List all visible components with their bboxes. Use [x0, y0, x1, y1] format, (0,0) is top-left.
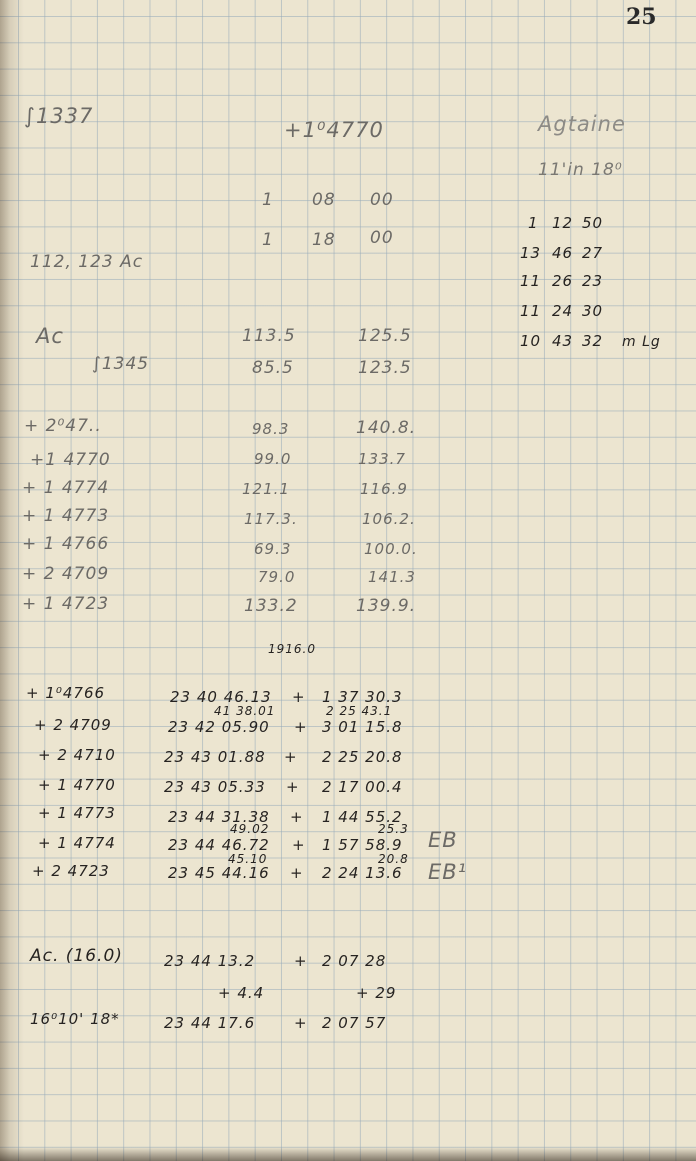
ink-interline3-dec: 20.8 [378, 852, 409, 866]
pencil-table-ref: ∫1345 [92, 354, 150, 374]
pencil-row4-zone: + 1 4773 [22, 506, 110, 526]
header-row1-sec: 00 [370, 190, 394, 210]
pencil-row2-b: 133.7 [358, 450, 406, 468]
header-label: 112, 123 Ac [30, 252, 144, 272]
ink-interline2-ra: 49.02 [230, 822, 270, 836]
summary-row3-ra: 23 44 17.6 [164, 1014, 256, 1032]
ink-interline1-dec: 2 25 43.1 [326, 704, 393, 718]
header-row2-min: 18 [312, 230, 336, 250]
pencil-row2-zone: +1 4770 [30, 450, 111, 470]
header-row1-min: 08 [312, 190, 336, 210]
ink-row5-dec: 1 44 55.2 [322, 808, 403, 826]
side-row2-c: 27 [582, 244, 604, 262]
ink-row1-sign: + [292, 688, 306, 706]
ink-row2-zone: + 2 4709 [34, 716, 112, 734]
ink-row1-dec: 1 37 30.3 [322, 688, 403, 706]
header-row1-deg: 1 [262, 190, 274, 210]
pencil-table-label: Ac [36, 324, 64, 348]
ink-row7-sign: + [290, 864, 304, 882]
side-row5-c: 32 [582, 332, 604, 350]
side-row3-c: 23 [582, 272, 604, 290]
side-row1-b: 12 [552, 214, 574, 232]
pencil-row6-b: 141.3 [368, 568, 416, 586]
ink-row6-ra: 23 44 46.72 [168, 836, 270, 854]
ink-row6-zone: + 1 4774 [38, 834, 116, 852]
ink-row7-ra: 23 45 44.16 [168, 864, 270, 882]
ink-row3-sign: + [284, 748, 298, 766]
summary-row3-label: 16⁰10' 18* [30, 1010, 120, 1028]
summary-row1-ra: 23 44 13.2 [164, 952, 256, 970]
pencil-row3-zone: + 1 4774 [22, 478, 110, 498]
summary-row1-label: Ac. (16.0) [30, 946, 123, 966]
pencil-row5-b: 100.0. [364, 540, 418, 558]
side-subtitle: 11'in 18⁰ [538, 160, 623, 180]
ink-row7-zone: + 2 4723 [32, 862, 110, 880]
pencil-row6-a: 79.0 [258, 568, 296, 586]
side-row4-c: 30 [582, 302, 604, 320]
pencil-row5-zone: + 1 4766 [22, 534, 110, 554]
pencil-row4-a: 117.3. [244, 510, 298, 528]
ink-interline1-ra: 41 38.01 [214, 704, 276, 718]
ink-row3-zone: + 2 4710 [38, 746, 116, 764]
ink-mark-eb2: EB¹ [428, 860, 468, 884]
side-row4-b: 24 [552, 302, 574, 320]
summary-row2-dec: + 29 [356, 984, 397, 1002]
pencil-row1-a: 98.3 [252, 420, 290, 438]
ink-row2-sign: + [294, 718, 308, 736]
summary-row1-dec: 2 07 28 [322, 952, 387, 970]
ink-row2-ra: 23 42 05.90 [168, 718, 270, 736]
ink-row4-zone: + 1 4770 [38, 776, 116, 794]
summary-row1-sign: + [294, 952, 308, 970]
pencil-row6-zone: + 2 4709 [22, 564, 110, 584]
ink-row1-ra: 23 40 46.13 [170, 688, 272, 706]
pencil-row1-zone: + 2⁰47.. [24, 416, 102, 436]
ink-row5-zone: + 1 4773 [38, 804, 116, 822]
pencil-header-col1-row2: 85.5 [252, 358, 294, 378]
ink-row4-ra: 23 43 05.33 [164, 778, 266, 796]
pencil-row3-a: 121.1 [242, 480, 290, 498]
ink-row3-ra: 23 43 01.88 [164, 748, 266, 766]
side-row5-b: 43 [552, 332, 574, 350]
ink-interline2-dec: 25.3 [378, 822, 409, 836]
pencil-row2-a: 99.0 [254, 450, 292, 468]
side-row2-a: 13 [520, 244, 542, 262]
ink-mark-eb: EB [428, 828, 458, 852]
ink-row4-sign: + [286, 778, 300, 796]
side-row2-b: 46 [552, 244, 574, 262]
summary-row3-sign: + [294, 1014, 308, 1032]
pencil-row7-b: 139.9. [356, 596, 417, 616]
ink-row5-sign: + [290, 808, 304, 826]
side-note: m Lg [622, 334, 661, 350]
pencil-row7-a: 133.2 [244, 596, 298, 616]
ink-row3-dec: 2 25 20.8 [322, 748, 403, 766]
ink-row7-dec: 2 24 13.6 [322, 864, 403, 882]
ink-row4-dec: 2 17 00.4 [322, 778, 403, 796]
side-row3-a: 11 [520, 272, 542, 290]
side-title: Agtaine [538, 112, 626, 136]
side-row1-c: 50 [582, 214, 604, 232]
header-row2-sec: 00 [370, 228, 394, 248]
side-row4-a: 11 [520, 302, 542, 320]
summary-row3-dec: 2 07 57 [322, 1014, 387, 1032]
pencil-row4-b: 106.2. [362, 510, 416, 528]
pencil-header-col1-row1: 113.5 [242, 326, 296, 346]
ink-interline3-ra: 45.10 [228, 852, 268, 866]
header-row2-deg: 1 [262, 230, 274, 250]
pencil-header-col2-row1: 125.5 [358, 326, 412, 346]
pencil-row7-zone: + 1 4723 [22, 594, 110, 614]
pencil-row3-b: 116.9 [360, 480, 408, 498]
ink-row2-dec: 3 01 15.8 [322, 718, 403, 736]
header-ref: ∫1337 [24, 104, 94, 128]
ink-row6-dec: 1 57 58.9 [322, 836, 403, 854]
side-row3-b: 26 [552, 272, 574, 290]
header-value: +1⁰4770 [284, 118, 384, 142]
page-bottom-shadow [0, 1147, 696, 1161]
epoch-label: 1916.0 [268, 642, 316, 656]
side-row5-a: 10 [520, 332, 542, 350]
summary-row2-ra: + 4.4 [218, 984, 265, 1002]
ink-row5-ra: 23 44 31.38 [168, 808, 270, 826]
pencil-header-col2-row2: 123.5 [358, 358, 412, 378]
side-row1-a: 1 [528, 214, 539, 232]
page-number: 25 [626, 4, 657, 30]
pencil-row1-b: 140.8. [356, 418, 417, 438]
ink-row6-sign: + [292, 836, 306, 854]
ink-row1-zone: + 1⁰4766 [26, 684, 106, 702]
pencil-row5-a: 69.3 [254, 540, 292, 558]
